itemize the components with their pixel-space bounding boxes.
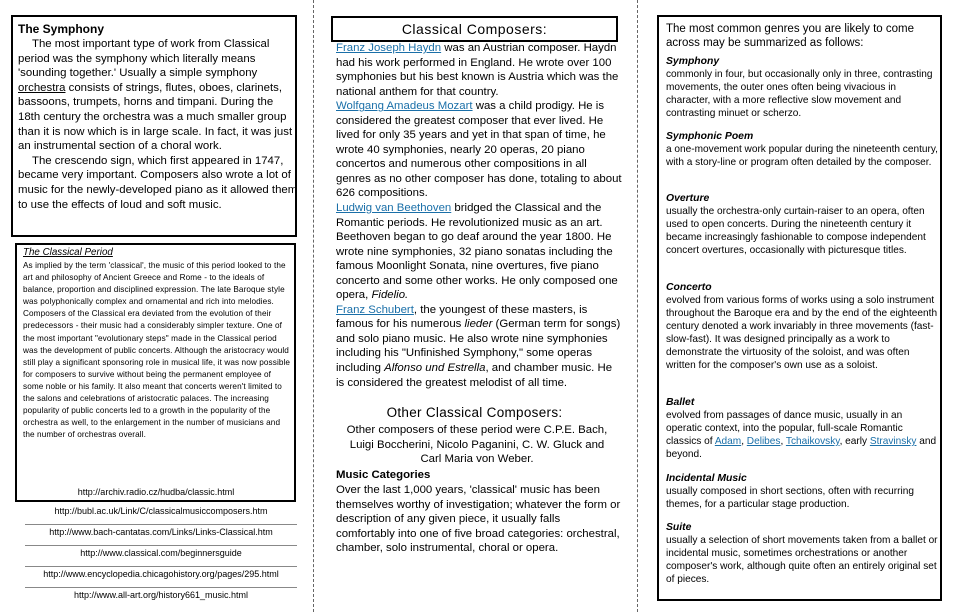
- genre-description: usually a selection of short movements taken from a ballet or incidental music, sometimes orchestrations or another composer's work, although quite often an entirely original set of pieces.: [666, 535, 938, 586]
- orchestra-link[interactable]: orchestra: [18, 81, 66, 94]
- symphony-text: [18, 37, 298, 212]
- other-composers-text: Other composers of these period were C.P.E. Bach, Luigi Boccherini, Nicolo Paganini, C. W. Gluck and Carl Maria von Weber.: [346, 424, 608, 465]
- classical-composers-text: [336, 41, 622, 390]
- music-categories-text: Over the last 1,000 years, 'classical' music has been themselves worthy of investigation; whatever the form or description of any given piece, it usually falls comfortably into one of five broad categories: orchestral, chamber, solo instrumental, choral or opera.: [336, 484, 621, 554]
- genre-name: Symphonic Poem: [666, 131, 754, 142]
- genre-incidental-music: [666, 473, 938, 511]
- tchaikovsky-link[interactable]: Tchaikovsky: [785, 436, 840, 448]
- genre-overture: [666, 193, 938, 257]
- symphony-paragraph-1: The most important type of work from Classical period was the symphony which literally means 'sounding together.' Usually a simple symphony orchestra consists of strings, flutes, oboes, clarinets, bassoons, trumpets, horns and timpani. During the 18th century the orchestra was a much smaller group than it is now which is in large scale. In fact, it was just an instrumental section of a choral work.: [18, 38, 293, 153]
- genre-description: evolved from passages of dance music, usually in an operatic context, into the popular, full-scale Romantic classics of Adam, Delibes, Tchaikovsky, early Stravinsky and beyond.: [666, 410, 937, 461]
- beethoven-paragraph: Ludwig van Beethoven bridged the Classical and the Romantic periods. He revolutionized music as an art. Beethoven began to go deaf around the year 1800. He wrote nine symphonies, 32 piano sonatas including the famous Moonlight Sonata, nine overtures, five piano concerto and some other works. He only composed one opera, Fidelio.: [336, 202, 618, 302]
- reference-url: http://www.classical.com/beginnersguide: [25, 546, 297, 567]
- classical-period-source-url: http://archiv.radio.cz/hudba/classic.html: [77, 487, 235, 497]
- classical-period-heading: The Classical Period: [23, 247, 113, 258]
- fold-line-left: [313, 0, 314, 612]
- delibes-link[interactable]: Delibes: [746, 436, 781, 448]
- other-composers-heading: Other Classical Composers:: [386, 405, 563, 420]
- haydn-link[interactable]: Franz Joseph Haydn: [336, 42, 442, 54]
- reference-url: http://www.bach-cantatas.com/Links/Links-Classical.htm: [25, 525, 297, 546]
- genre-description: usually composed in short sections, often with recurring themes, for a particular stage production.: [666, 486, 914, 511]
- genres-intro: The most common genres you are likely to come across may be summarized as follows:: [666, 23, 914, 50]
- schubert-link[interactable]: Franz Schubert: [336, 303, 414, 316]
- column-middle: [330, 0, 622, 612]
- haydn-paragraph: Franz Joseph Haydn was an Austrian composer. Haydn had his work performed in England. He wrote over 100 symphonies but his best known is Austria which was the national anthem for that country.: [336, 42, 619, 98]
- genre-name: Incidental Music: [666, 473, 747, 484]
- symphony-heading: The Symphony: [18, 22, 105, 36]
- mozart-paragraph: Wolfgang Amadeus Mozart was a child prodigy. He is considered the greatest composer that ever lived. He lived for only 35 years and yet in that span of time, he wrote 40 symphonies, nearly 20 operas, 20 piano concertos and numerous other compositions in all genres as no other composer has done, totaling to about 626 compositions.: [336, 100, 622, 200]
- genre-description: a one-movement work popular during the nineteenth century, with a story-line or program often detailed by the composer.: [666, 144, 938, 169]
- fold-line-right: [637, 0, 638, 612]
- genre-symphonic-poem: [666, 131, 938, 169]
- genre-name: Concerto: [666, 282, 712, 293]
- genre-description: usually the orchestra-only curtain-raiser to an opera, often used to open concerts. During the nineteenth century it became increasingly fashionable to compose independent concert overtures, occasionally with picturesque titles.: [666, 206, 926, 257]
- stravinsky-link[interactable]: Stravinsky: [869, 436, 917, 448]
- reference-url: http://bubl.ac.uk/Link/C/classicalmusiccomposers.htm: [25, 504, 297, 525]
- symphony-paragraph-2: The crescendo sign, which first appeared in 1747, became very important. Composers also wrote a lot of music for the newly-developed piano as it allowed them to use the effects of loud and soft music.: [18, 154, 298, 211]
- genre-name: Symphony: [666, 56, 720, 67]
- genre-suite: [666, 522, 938, 586]
- music-categories-heading: Music Categories: [336, 469, 431, 481]
- classical-period-text: As implied by the term 'classical', the music of this period looked to the art and philosophy of Ancient Greece and Rome - to the ideals of balance, proportion and disciplined expression. The late Baroque style was polyphonically complex and ornamental and rich into melodies. Composers of the Classical era deviated from the evolution of their predecessors - their music had a considerably simpler texture. One of the most important "evolutionary steps" made in the Classical period was the development of public concerts. Although the aristocracy would still play a significant sponsoring role in musical life, it was now possible for composers to survive without being the permanent employee of some noble or his family. It also meant that concerts weren't limited to the salons and celebrations of aristocratic palaces. The increasing popularity of public concerts led to a growth in the popularity of the orchestra as well, to the enlargement in the number of musicians and the number of orchestras overall.: [23, 261, 291, 440]
- reference-url: http://www.encyclopedia.chicagohistory.org/pages/295.html: [25, 567, 297, 588]
- mozart-link[interactable]: Wolfgang Amadeus Mozart: [336, 100, 473, 113]
- genre-name: Suite: [666, 522, 692, 533]
- column-left: [10, 0, 300, 612]
- genre-name: Ballet: [666, 397, 695, 408]
- genre-description: commonly in four, but occasionally only in three, contrasting movements, the outer ones often being vivacious in character, with a more reflective slow movement and contrasting minuet or scherzo.: [666, 69, 933, 120]
- reference-url-list: [25, 504, 297, 608]
- genre-description: evolved from various forms of works using a solo instrument throughout the Baroque era and by the end of the eighteenth century denoted a work invariably in three movements (fast-slow-fast). It was designed principally as a work to demonstrate the virtuosity of the soloist, and was often written for the composer's own use as a soloist.: [666, 295, 938, 372]
- schubert-paragraph: Franz Schubert, the youngest of these masters, is famous for his numerous lieder (German term for songs) and solo piano music. He also wrote nine symphonies including his "Unfinished Symphony," some operas including Alfonso und Estrella, and chamber music. He is considered the greatest melodist of all time.: [336, 303, 621, 389]
- genre-symphony: [666, 56, 938, 120]
- genre-name: Overture: [666, 193, 710, 204]
- reference-url: http://www.all-art.org/history661_music.html: [73, 590, 249, 600]
- beethoven-link[interactable]: Ludwig van Beethoven: [336, 202, 452, 215]
- column-right: [657, 0, 943, 612]
- classical-composers-heading: Classical Composers:: [401, 21, 548, 37]
- genre-concerto: [666, 282, 938, 373]
- adam-link[interactable]: Adam: [714, 436, 742, 448]
- genre-ballet: [666, 397, 938, 461]
